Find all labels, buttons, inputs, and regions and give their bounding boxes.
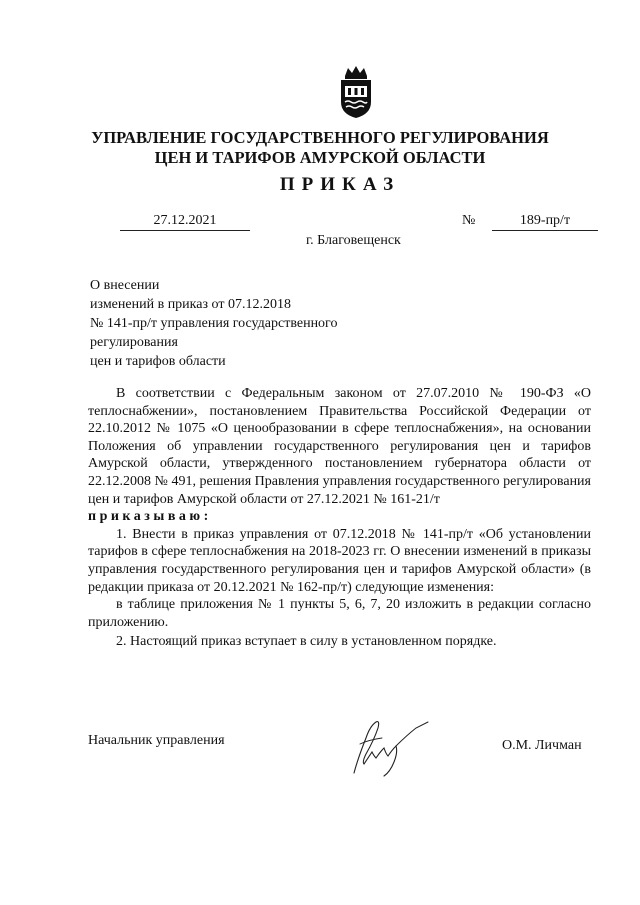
- doc-date: 27.12.2021: [120, 213, 250, 231]
- subject-line: цен и тарифов области: [90, 354, 226, 369]
- doc-number-label: №: [462, 213, 476, 228]
- doc-city: г. Благовещенск: [306, 233, 401, 248]
- signer-name: О.М. Личман: [502, 738, 582, 753]
- order-item-1-sub: в таблице приложения № 1 пункты 5, 6, 7, 20 изложить в редакции согласно приложению.: [88, 597, 591, 630]
- org-title-line1: УПРАВЛЕНИЕ ГОСУДАРСТВЕННОГО РЕГУЛИРОВАНИЯ: [91, 128, 549, 147]
- doc-body: [88, 385, 591, 651]
- handwritten-signature: [336, 718, 436, 780]
- doc-type-title: ПРИКАЗ: [279, 174, 401, 195]
- preamble-paragraph: В соответствии с Федеральным законом от 27.07.2010 № 190-ФЗ «О теплоснабжении», постановлением Правительства Российской Федерации от 22.10.2012 № 1075 «О ценообразовании в сфере теплоснабжения», на основании Положения об управлении государственного регулирования цен и тарифов Амурской области, утвержденного постановлением губернатора области от 22.12.2008 № 491, решения Правления управления государственного регулирования цен и тарифов Амурской области от 27.12.2021 № 161-21/т: [88, 386, 591, 507]
- subject-line: № 141-пр/т управления государственного: [90, 316, 338, 331]
- subject-line: регулирования: [90, 335, 178, 350]
- order-item-2: 2. Настоящий приказ вступает в силу в установленном порядке.: [116, 634, 497, 650]
- org-title-line2: ЦЕН И ТАРИФОВ АМУРСКОЙ ОБЛАСТИ: [154, 148, 486, 167]
- subject-line: изменений в приказ от 07.12.2018: [90, 297, 291, 312]
- coat-of-arms-icon: [336, 64, 376, 120]
- signer-position: Начальник управления: [88, 733, 225, 748]
- order-keyword: приказываю:: [88, 509, 212, 525]
- subject-line: О внесении: [90, 278, 160, 293]
- order-item-1: 1. Внести в приказ управления от 07.12.2018 № 141-пр/т «Об установлении тарифов в сфере теплоснабжения на 2018-2023 гг. О внесении изменений в приказы управления государственного регулирования цен и тарифов Амурской области» (в редакции приказа от 20.12.2021 № 162-пр/т) следующие изменения:: [88, 526, 591, 595]
- doc-subject: [90, 276, 337, 371]
- doc-number: 189-пр/т: [492, 213, 598, 231]
